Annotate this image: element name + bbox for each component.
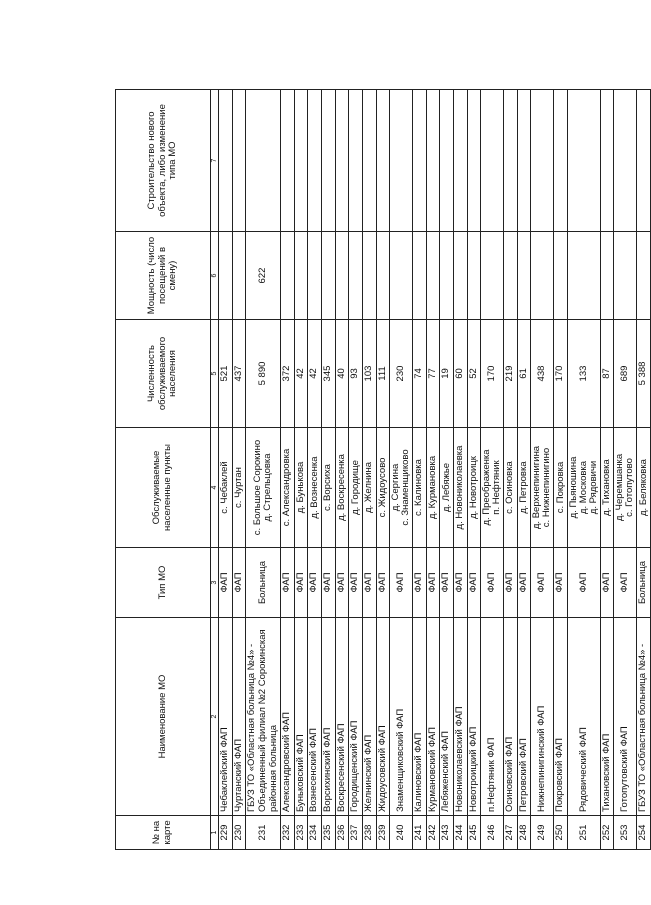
cell-mo-name: Новониколаевский ФАП	[453, 618, 467, 816]
cell-mo-name: ГБУЗ ТО «Областная больница №4» -	[637, 618, 651, 816]
cell-population: 372	[281, 320, 295, 428]
cell-mo-type: ФАП	[232, 548, 246, 618]
cell-mo-name: Городищенский ФАП	[349, 618, 363, 816]
column-number: 6	[211, 232, 219, 320]
cell-population: 5 388	[637, 320, 651, 428]
cell-served-places: д. Сергина с. Знаменщиково	[390, 428, 413, 548]
cell-served-places: д. Беляковка	[637, 428, 651, 548]
cell-map-number: 254	[637, 816, 651, 850]
cell-construction	[219, 90, 233, 232]
cell-map-number: 233	[294, 816, 308, 850]
cell-construction	[637, 90, 651, 232]
cell-mo-name: Петровский ФАП	[517, 618, 531, 816]
cell-served-places: с. Чуртан	[232, 428, 246, 548]
cell-mo-type: ФАП	[294, 548, 308, 618]
cell-map-number: 250	[554, 816, 568, 850]
cell-capacity: 622	[246, 232, 281, 320]
table-row	[308, 90, 322, 850]
cell-capacity	[232, 232, 246, 320]
cell-capacity	[481, 232, 504, 320]
cell-capacity	[322, 232, 336, 320]
cell-capacity	[453, 232, 467, 320]
cell-served-places: с. Калиновка	[413, 428, 427, 548]
cell-served-places: д. Тихановка	[600, 428, 614, 548]
cell-map-number: 249	[531, 816, 554, 850]
column-number: 1	[211, 816, 219, 850]
cell-mo-name: Нижнепинигинский ФАП	[531, 618, 554, 816]
table-row	[440, 90, 454, 850]
cell-construction	[362, 90, 376, 232]
cell-map-number: 229	[219, 816, 233, 850]
header-served-places: Обслуживаемые населенные пункты	[116, 428, 211, 548]
cell-mo-type: ФАП	[614, 548, 637, 618]
table-row	[567, 90, 600, 850]
table-row	[349, 90, 363, 850]
cell-construction	[349, 90, 363, 232]
cell-map-number: 235	[322, 816, 336, 850]
cell-map-number: 245	[467, 816, 481, 850]
header-population: Численность обслуживаемого населения	[116, 320, 211, 428]
cell-population: 42	[308, 320, 322, 428]
cell-mo-type: ФАП	[322, 548, 336, 618]
cell-served-places: д. Верхнепинигина с. Нижнепинигино	[531, 428, 554, 548]
cell-construction	[335, 90, 349, 232]
cell-map-number: 251	[567, 816, 600, 850]
cell-mo-type: ФАП	[600, 548, 614, 618]
cell-capacity	[308, 232, 322, 320]
cell-capacity	[426, 232, 440, 320]
cell-mo-type: ФАП	[440, 548, 454, 618]
cell-population: 77	[426, 320, 440, 428]
cell-population: 103	[362, 320, 376, 428]
cell-map-number: 231	[246, 816, 281, 850]
table-row	[600, 90, 614, 850]
cell-construction	[390, 90, 413, 232]
cell-served-places: д. Бунькова	[294, 428, 308, 548]
cell-mo-name: Вознесенский ФАП	[308, 618, 322, 816]
header-capacity: Мощность (число посещений в смену)	[116, 232, 211, 320]
cell-capacity	[614, 232, 637, 320]
table-row	[294, 90, 308, 850]
cell-population: 345	[322, 320, 336, 428]
cell-capacity	[219, 232, 233, 320]
cell-capacity	[554, 232, 568, 320]
cell-population: 40	[335, 320, 349, 428]
cell-served-places: с. Жидоусово	[376, 428, 390, 548]
cell-mo-name: Чебаклейский ФАП	[219, 618, 233, 816]
cell-construction	[453, 90, 467, 232]
cell-population: 61	[517, 320, 531, 428]
header-row	[116, 90, 211, 850]
cell-map-number: 248	[517, 816, 531, 850]
cell-construction	[531, 90, 554, 232]
column-number: 2	[211, 618, 219, 816]
cell-mo-type: Больница	[637, 548, 651, 618]
table-row	[413, 90, 427, 850]
cell-capacity	[517, 232, 531, 320]
table-row	[281, 90, 295, 850]
cell-population: 111	[376, 320, 390, 428]
cell-population: 93	[349, 320, 363, 428]
cell-capacity	[349, 232, 363, 320]
cell-construction	[440, 90, 454, 232]
cell-map-number: 240	[390, 816, 413, 850]
cell-served-places: д. Воскресенка	[335, 428, 349, 548]
table-row	[426, 90, 440, 850]
table-row	[376, 90, 390, 850]
cell-construction	[376, 90, 390, 232]
cell-served-places: д. Вознесенка	[308, 428, 322, 548]
cell-construction	[600, 90, 614, 232]
cell-population: 170	[481, 320, 504, 428]
cell-capacity	[504, 232, 518, 320]
cell-mo-type: ФАП	[567, 548, 600, 618]
cell-population: 5 890	[246, 320, 281, 428]
cell-mo-type: ФАП	[554, 548, 568, 618]
cell-population: 52	[467, 320, 481, 428]
cell-mo-type: ФАП	[481, 548, 504, 618]
cell-population: 133	[567, 320, 600, 428]
cell-mo-name: ГБУЗ ТО «Областная больница №4» - Объединенный филиал №2 Сорокинская районная больница	[246, 618, 281, 816]
cell-mo-name: Желнинский ФАП	[362, 618, 376, 816]
header-mo-name: Наименование МО	[116, 618, 211, 816]
cell-map-number: 247	[504, 816, 518, 850]
cell-capacity	[335, 232, 349, 320]
table-row	[467, 90, 481, 850]
cell-capacity	[362, 232, 376, 320]
cell-served-places: д. Лебяжье	[440, 428, 454, 548]
cell-map-number: 242	[426, 816, 440, 850]
cell-served-places: с. Покровка	[554, 428, 568, 548]
cell-population: 438	[531, 320, 554, 428]
table-row	[531, 90, 554, 850]
cell-construction	[322, 90, 336, 232]
cell-mo-type: ФАП	[453, 548, 467, 618]
header-map-number: № на карте	[116, 816, 211, 850]
cell-capacity	[440, 232, 454, 320]
cell-mo-type: ФАП	[349, 548, 363, 618]
rotated-page	[115, 90, 651, 850]
cell-mo-type: ФАП	[390, 548, 413, 618]
cell-population: 60	[453, 320, 467, 428]
cell-capacity	[376, 232, 390, 320]
table-body	[219, 90, 651, 850]
table-row	[481, 90, 504, 850]
column-number-row	[211, 90, 219, 850]
table-row	[614, 90, 637, 850]
cell-population: 521	[219, 320, 233, 428]
cell-construction	[567, 90, 600, 232]
cell-capacity	[467, 232, 481, 320]
column-number: 3	[211, 548, 219, 618]
cell-mo-name: Новотроицкий ФАП	[467, 618, 481, 816]
cell-population: 19	[440, 320, 454, 428]
cell-mo-type: ФАП	[281, 548, 295, 618]
table-row	[453, 90, 467, 850]
cell-served-places: с. Большое Сорокино д. Стрельцовка	[246, 428, 281, 548]
cell-served-places: с. Чебаклей	[219, 428, 233, 548]
table-row	[219, 90, 233, 850]
cell-mo-name: Готопутовский ФАП	[614, 618, 637, 816]
table-row	[322, 90, 336, 850]
cell-construction	[504, 90, 518, 232]
cell-mo-name: Жидоусовский ФАП	[376, 618, 390, 816]
cell-mo-name: Буньковский ФАП	[294, 618, 308, 816]
cell-map-number: 237	[349, 816, 363, 850]
table-row	[335, 90, 349, 850]
cell-capacity	[600, 232, 614, 320]
cell-served-places: д. Черемшанка с. Готопутово	[614, 428, 637, 548]
cell-map-number: 239	[376, 816, 390, 850]
cell-mo-type: ФАП	[335, 548, 349, 618]
cell-population: 170	[554, 320, 568, 428]
cell-mo-name: Александровский ФАП	[281, 618, 295, 816]
cell-construction	[614, 90, 637, 232]
cell-population: 74	[413, 320, 427, 428]
column-number: 7	[211, 90, 219, 232]
cell-mo-type: ФАП	[426, 548, 440, 618]
table-row	[362, 90, 376, 850]
cell-mo-type: ФАП	[517, 548, 531, 618]
header-mo-type: Тип МО	[116, 548, 211, 618]
header-construction: Строительство нового объекта, либо изменение типа МО	[116, 90, 211, 232]
cell-construction	[232, 90, 246, 232]
cell-mo-name: Знаменщиковский ФАП	[390, 618, 413, 816]
cell-mo-name: Покровский ФАП	[554, 618, 568, 816]
cell-construction	[467, 90, 481, 232]
column-number: 4	[211, 428, 219, 548]
cell-map-number: 246	[481, 816, 504, 850]
cell-mo-type: Больница	[246, 548, 281, 618]
cell-map-number: 238	[362, 816, 376, 850]
medical-facilities-table	[115, 89, 651, 850]
cell-mo-type: ФАП	[467, 548, 481, 618]
cell-construction	[413, 90, 427, 232]
cell-construction	[481, 90, 504, 232]
cell-construction	[246, 90, 281, 232]
table-row	[232, 90, 246, 850]
table-row	[504, 90, 518, 850]
cell-served-places: с. Осиновка	[504, 428, 518, 548]
cell-served-places: д. Новотроицк	[467, 428, 481, 548]
cell-construction	[554, 90, 568, 232]
column-number: 5	[211, 320, 219, 428]
cell-served-places: д. Петровка	[517, 428, 531, 548]
cell-capacity	[637, 232, 651, 320]
cell-mo-name: Осиновский ФАП	[504, 618, 518, 816]
cell-capacity	[294, 232, 308, 320]
cell-map-number: 252	[600, 816, 614, 850]
cell-served-places: с. Ворсиха	[322, 428, 336, 548]
cell-mo-name: п.Нефтяник ФАП	[481, 618, 504, 816]
cell-served-places: д. Курмановка	[426, 428, 440, 548]
cell-mo-type: ФАП	[362, 548, 376, 618]
cell-construction	[281, 90, 295, 232]
cell-mo-name: Тихановский ФАП	[600, 618, 614, 816]
cell-capacity	[281, 232, 295, 320]
cell-capacity	[390, 232, 413, 320]
cell-served-places: д. Новониколаевка	[453, 428, 467, 548]
cell-map-number: 243	[440, 816, 454, 850]
cell-mo-name: Ворсихинский ФАП	[322, 618, 336, 816]
cell-population: 42	[294, 320, 308, 428]
cell-mo-type: ФАП	[531, 548, 554, 618]
table-row	[246, 90, 281, 850]
cell-mo-name: Лебяженский ФАП	[440, 618, 454, 816]
cell-construction	[426, 90, 440, 232]
cell-mo-type: ФАП	[376, 548, 390, 618]
cell-mo-type: ФАП	[308, 548, 322, 618]
cell-mo-name: Чуртанский ФАП	[232, 618, 246, 816]
table-row	[637, 90, 651, 850]
cell-population: 87	[600, 320, 614, 428]
cell-mo-name: Воскресенский ФАП	[335, 618, 349, 816]
cell-map-number: 253	[614, 816, 637, 850]
table-row	[390, 90, 413, 850]
cell-served-places: д. Преображенка п. Нефтяник	[481, 428, 504, 548]
cell-map-number: 244	[453, 816, 467, 850]
cell-served-places: д. Пьяношина д. Московка д. Рядовичи	[567, 428, 600, 548]
cell-served-places: д. Желнина	[362, 428, 376, 548]
cell-served-places: д. Городище	[349, 428, 363, 548]
cell-map-number: 230	[232, 816, 246, 850]
cell-construction	[517, 90, 531, 232]
cell-mo-name: Рядовический ФАП	[567, 618, 600, 816]
cell-capacity	[567, 232, 600, 320]
cell-population: 437	[232, 320, 246, 428]
cell-capacity	[531, 232, 554, 320]
table-row	[554, 90, 568, 850]
cell-served-places: с. Александровка	[281, 428, 295, 548]
cell-mo-type: ФАП	[219, 548, 233, 618]
cell-mo-type: ФАП	[413, 548, 427, 618]
cell-mo-name: Калиновский ФАП	[413, 618, 427, 816]
cell-construction	[308, 90, 322, 232]
cell-map-number: 236	[335, 816, 349, 850]
cell-map-number: 234	[308, 816, 322, 850]
cell-population: 219	[504, 320, 518, 428]
cell-population: 230	[390, 320, 413, 428]
cell-map-number: 241	[413, 816, 427, 850]
table-row	[517, 90, 531, 850]
cell-capacity	[413, 232, 427, 320]
cell-construction	[294, 90, 308, 232]
cell-map-number: 232	[281, 816, 295, 850]
cell-mo-type: ФАП	[504, 548, 518, 618]
cell-mo-name: Курмановский ФАП	[426, 618, 440, 816]
cell-population: 689	[614, 320, 637, 428]
